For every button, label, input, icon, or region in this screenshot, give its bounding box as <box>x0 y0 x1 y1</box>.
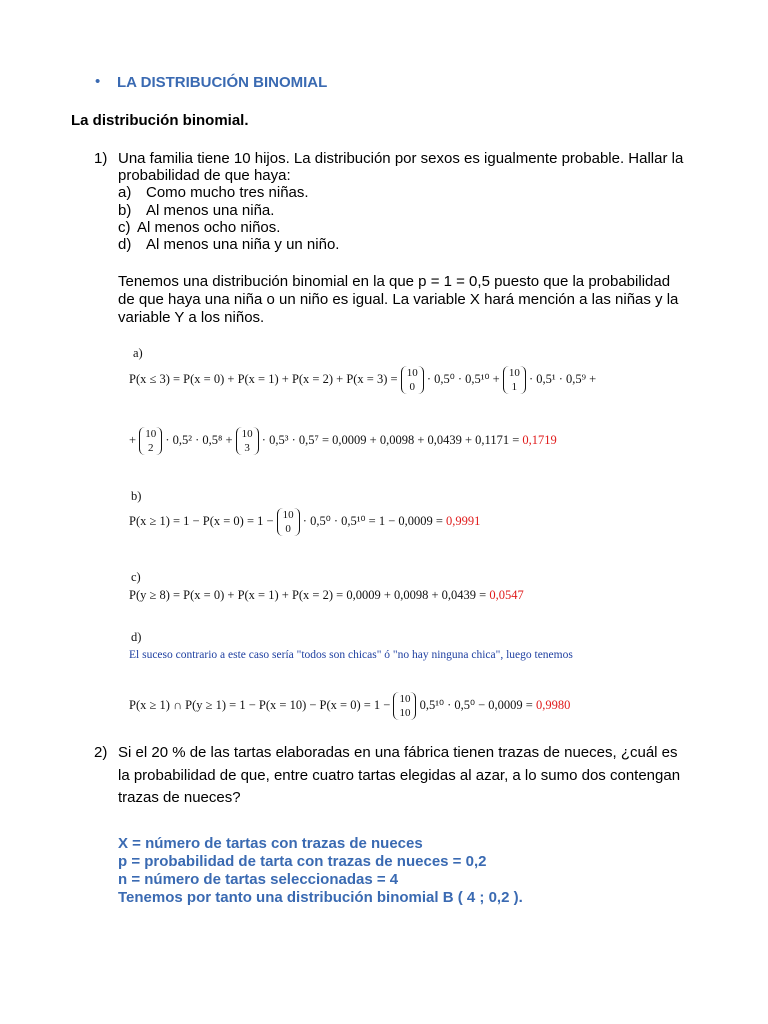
solution-a-line1 <box>129 366 596 394</box>
binom-10-0: 10 0 <box>401 366 424 394</box>
solution-a-term2: · 0,5¹ · 0,5⁹ + <box>528 371 597 386</box>
definition-conclusion: Tenemos por tanto una distribución binomial B ( 4 ; 0,2 ). <box>118 889 523 906</box>
problem2-line3: trazas de nueces? <box>118 789 241 806</box>
definition-x: X = número de tartas con trazas de nueces <box>118 835 423 852</box>
item-text-a: Como mucho tres niñas. <box>146 184 309 201</box>
heading-title: LA DISTRIBUCIÓN BINOMIAL <box>117 74 328 91</box>
solution-b-label: b) <box>131 489 142 503</box>
subtitle: La distribución binomial. <box>71 112 249 129</box>
solution-d-note: El suceso contrario a este caso sería "todos son chicas" ó "no hay ninguna chica", luego tenemos <box>129 649 573 661</box>
solution-c-line <box>129 588 524 603</box>
problem2-line1: Si el 20 % de las tartas elaboradas en una fábrica tienen trazas de nueces, ¿cuál es <box>118 744 678 761</box>
binom-10-0-b: 10 0 <box>277 508 300 536</box>
explanation-line1: Tenemos una distribución binomial en la que p = 1 = 0,5 puesto que la probabilidad <box>118 273 671 290</box>
binom-10-1: 10 1 <box>503 366 526 394</box>
heading-bullet: • <box>95 73 101 90</box>
problem1-number: 1) <box>94 150 108 167</box>
solution-b-result: 0,9991 <box>446 513 481 528</box>
solution-b-line <box>129 508 480 536</box>
solution-a-term1: · 0,5⁰ · 0,5¹⁰ + <box>426 371 500 386</box>
item-label-d: d) <box>118 236 132 253</box>
definition-p: p = probabilidad de tarta con trazas de nueces = 0,2 <box>118 853 487 870</box>
solution-d-tail: 0,5¹⁰ · 0,5⁰ − 0,0009 = <box>419 697 533 712</box>
binom-10-10: 10 10 <box>393 692 416 720</box>
problem1-line1: Una familia tiene 10 hijos. La distribución por sexos es igualmente probable. Hallar la <box>118 150 684 167</box>
solution-a-term3: · 0,5² · 0,5⁸ + <box>165 432 233 447</box>
explanation-line2: de que haya una niña o un niño es igual. La variable X hará mención a las niñas y la <box>118 291 679 308</box>
solution-a-label: a) <box>133 346 143 360</box>
item-text-c: Al menos ocho niños. <box>137 219 281 236</box>
binom-10-3: 10 3 <box>236 427 259 455</box>
solution-d-label: d) <box>131 630 142 644</box>
item-label-b: b) <box>118 202 132 219</box>
problem1-line2: probabilidad de que haya: <box>118 167 291 184</box>
item-label-a: a) <box>118 184 132 201</box>
solution-b-expr: P(x ≥ 1) = 1 − P(x = 0) = 1 − <box>129 513 274 528</box>
solution-a-plus: + <box>129 432 137 447</box>
item-text-d: Al menos una niña y un niño. <box>146 236 340 253</box>
item-text-b: Al menos una niña. <box>146 202 275 219</box>
solution-c-label: c) <box>131 570 141 584</box>
solution-d-line <box>129 692 570 720</box>
solution-d-expr: P(x ≥ 1) ∩ P(y ≥ 1) = 1 − P(x = 10) − P(x = 0) = 1 − <box>129 697 391 712</box>
solution-a-term4: · 0,5³ · 0,5⁷ = 0,0009 + 0,0098 + 0,0439 + 0,1171 = <box>261 432 520 447</box>
solution-c-expr: P(y ≥ 8) = P(x = 0) + P(x = 1) + P(x = 2) = 0,0009 + 0,0098 + 0,0439 = <box>129 588 487 602</box>
problem2-number: 2) <box>94 744 108 761</box>
binom-10-2: 10 2 <box>139 427 162 455</box>
solution-c-result: 0,0547 <box>489 588 524 602</box>
item-label-c: c) <box>118 219 131 236</box>
solution-a-result: 0,1719 <box>522 432 557 447</box>
solution-a-line2 <box>129 427 557 455</box>
explanation-line3: variable Y a los niños. <box>118 309 265 326</box>
solution-a-expr: P(x ≤ 3) = P(x = 0) + P(x = 1) + P(x = 2) + P(x = 3) = <box>129 371 398 386</box>
solution-d-result: 0,9980 <box>535 697 571 712</box>
problem2-line2: la probabilidad de que, entre cuatro tartas elegidas al azar, a lo sumo dos contengan <box>118 767 681 784</box>
definition-n: n = número de tartas seleccionadas = 4 <box>118 871 399 888</box>
solution-b-tail: · 0,5⁰ · 0,5¹⁰ = 1 − 0,0009 = <box>302 513 443 528</box>
